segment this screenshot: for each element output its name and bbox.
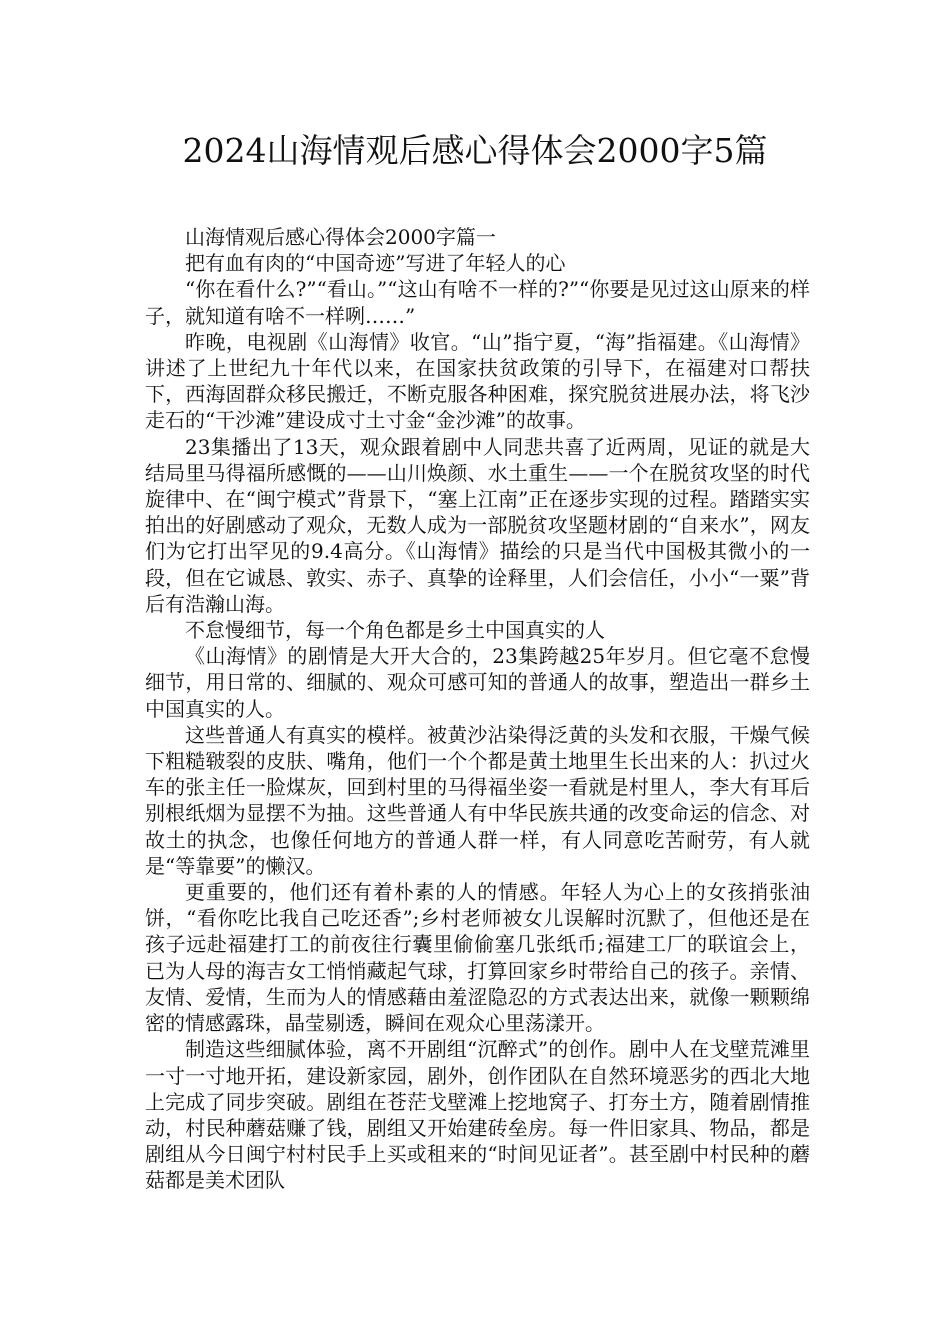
document-body <box>145 224 810 1194</box>
subheading: 把有血有肉的“中国奇迹”写进了年轻人的心 <box>185 251 566 276</box>
paragraph: 23集播出了13天，观众跟着剧中人同悲共喜了近两周，见证的就是大结局里马得福所感慨的——山川焕颜、水土重生——一个在脱贫攻坚的时代旋律中、在“闽宁模式”背景下，“塞上江南”正在逐步实现的过程。踏踏实实拍出的好剧感动了观众，无数人成为一部脱贫攻坚题材剧的“自来水”，网友们为它打出罕见的9.4高分。《山海情》描绘的只是当代中国极其微小的一段，但在它诚恳、敦实、赤子、真挚的诠释里，人们会信任，小小“一粟”背后有浩瀚山海。 <box>145 434 810 616</box>
paragraph: “你在看什么?”“看山。”“这山有啥不一样的?”“你要是见过这山原来的样子，就知道有啥不一样咧……” <box>145 277 810 328</box>
paragraph: 更重要的，他们还有着朴素的人的情感。年轻人为心上的女孩捎张油饼，“看你吃比我自己吃还香”;乡村老师被女儿误解时沉默了，但他还是在孩子远赴福建打工的前夜往行囊里偷偷塞几张纸币;福建工厂的联谊会上，已为人母的海吉女工悄悄藏起气球，打算回家乡时带给自己的孩子。亲情、友情、爱情，生而为人的情感藉由羞涩隐忍的方式表达出来，就像一颗颗绵密的情感露珠，晶莹剔透，瞬间在观众心里荡漾开。 <box>145 880 810 1036</box>
paragraph: 制造这些细腻体验，离不开剧组“沉醉式”的创作。剧中人在戈壁荒滩里一寸一寸地开拓，建设新家园，剧外，创作团队在自然环境恶劣的西北大地上完成了同步突破。剧组在苍茫戈壁滩上挖地窝子、打夯土方，随着剧情推动，村民种蘑菇赚了钱，剧组又开始建砖垒房。每一件旧家具、物品，都是剧组从今日闽宁村村民手上买或租来的“时间见证者”。甚至剧中村民种的蘑菇都是美术团队 <box>145 1037 810 1193</box>
subheading: 不怠慢细节，每一个角色都是乡土中国真实的人 <box>185 618 605 643</box>
paragraph: 《山海情》的剧情是大开大合的，23集跨越25年岁月。但它毫不怠慢细节，用日常的、细腻的、观众可感可知的普通人的故事，塑造出一群乡土中国真实的人。 <box>145 644 810 721</box>
paragraph: 昨晚，电视剧《山海情》收官。“山”指宁夏，“海”指福建。《山海情》讲述了上世纪九十年代以来，在国家扶贫政策的引导下，在福建对口帮扶下，西海固群众移民搬迁，不断克服各种困难，探究脱贫进展办法，将飞沙走石的“干沙滩”建设成寸土寸金“金沙滩”的故事。 <box>145 329 810 433</box>
document-title: 2024山海情观后感心得体会2000字5篇 <box>182 131 768 170</box>
paragraph: 这些普通人有真实的模样。被黄沙沾染得泛黄的头发和衣服，干燥气候下粗糙皲裂的皮肤、嘴角，他们一个个都是黄土地里生长出来的人：扒过火车的张主任一脸煤灰，回到村里的马得福坐姿一看就是村里人，李大有耳后别根纸烟为显摆不为抽。这些普通人有中华民族共通的改变命运的信念、对故土的执念，也像任何地方的普通人群一样，有人同意吃苦耐劳，有人就是“等靠要”的懒汉。 <box>145 722 810 878</box>
section-heading: 山海情观后感心得体会2000字篇一 <box>185 225 496 249</box>
